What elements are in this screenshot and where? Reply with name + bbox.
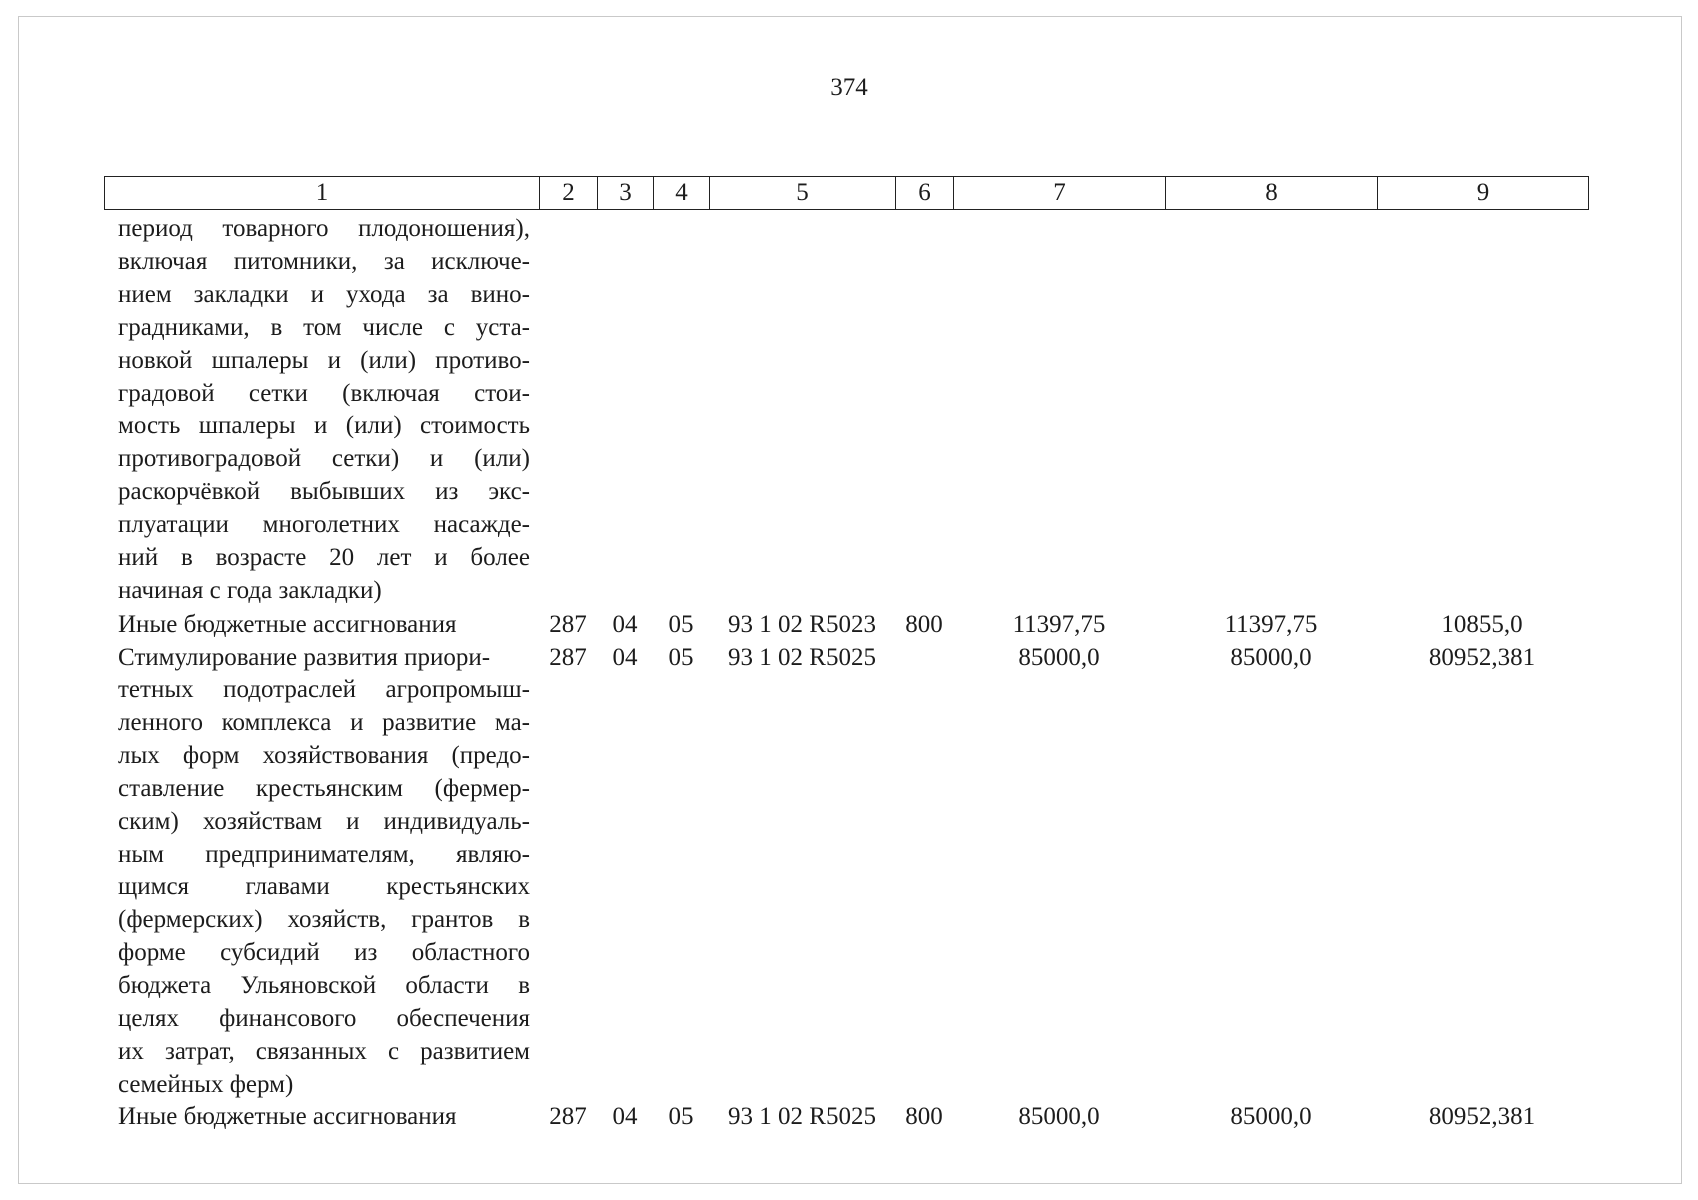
header-col-4: 4 <box>654 177 710 209</box>
description-line: период товарного плодоношения), <box>118 215 530 242</box>
description-line: плуатации многолетних насажде- <box>118 511 530 539</box>
description-line: мость шпалеры и (или) стоимость <box>118 412 530 440</box>
cell-col-2: 287 <box>549 644 587 671</box>
cell-col-8: 85000,0 <box>1230 1103 1312 1130</box>
description-line: бюджета Ульяновской области в <box>118 972 530 1000</box>
description-line: градниками, в том числе с уста- <box>118 313 530 341</box>
row-label: Стимулирование развития приори- <box>118 644 491 671</box>
description-line: градовой сетки (включая стои- <box>118 379 530 407</box>
cell-col-4: 05 <box>668 611 694 638</box>
cell-col-7: 85000,0 <box>1018 644 1100 671</box>
cell-col-3: 04 <box>612 611 638 638</box>
description-block-1 <box>118 213 530 608</box>
description-line: форме субсидий из областного <box>118 939 530 967</box>
cell-col-2: 287 <box>549 611 587 638</box>
description-line: ным предпринимателям, являю- <box>118 840 530 868</box>
row-label: Иные бюджетные ассигнования <box>118 611 457 638</box>
header-col-2: 2 <box>540 177 598 209</box>
description-line: ний в возрасте 20 лет и более <box>118 544 530 572</box>
header-col-9: 9 <box>1476 179 1490 206</box>
cell-col-5: 93 1 02 R5023 <box>728 611 876 638</box>
header-col-6: 6 <box>896 177 954 209</box>
row-label: Иные бюджетные ассигнования <box>118 1103 457 1130</box>
cell-col-4: 05 <box>668 1103 694 1130</box>
description-line: раскорчёвкой выбывших из экс- <box>118 478 530 506</box>
description-line: их затрат, связанных с развитием <box>118 1037 530 1065</box>
cell-col-9: 80952,381 <box>1428 644 1536 671</box>
table-row <box>104 608 1591 641</box>
header-col-7: 7 <box>954 177 1166 209</box>
description-line: целях финансового обеспечения <box>118 1005 530 1033</box>
table-row <box>104 1100 1591 1133</box>
page-number: 374 <box>830 74 868 101</box>
description-line: ставление крестьянским (фермер- <box>118 774 530 802</box>
cell-col-3: 04 <box>612 1103 638 1130</box>
description-line: семейных ферм) <box>118 1070 294 1098</box>
cell-col-6: 800 <box>905 1103 943 1130</box>
cell-col-6: 800 <box>905 611 943 638</box>
header-col-1: 1 <box>105 177 540 209</box>
description-line: противоградовой сетки) и (или) <box>118 445 530 473</box>
description-line: включая питомники, за исключе- <box>118 247 530 275</box>
header-col-5: 5 <box>710 177 896 209</box>
description-line: начиная с года закладки) <box>118 576 382 604</box>
description-line: лых форм хозяйствования (предо- <box>118 741 530 769</box>
header-col-3: 3 <box>598 177 654 209</box>
cell-col-8: 11397,75 <box>1224 611 1318 638</box>
description-block-2 <box>118 674 530 1102</box>
cell-col-9: 10855,0 <box>1441 611 1523 638</box>
cell-col-2: 287 <box>549 1103 587 1130</box>
description-line: новкой шпалеры и (или) противо- <box>118 346 530 374</box>
table-header <box>104 176 1589 210</box>
table-row <box>104 641 1591 674</box>
cell-col-4: 05 <box>668 644 694 671</box>
cell-col-8: 85000,0 <box>1230 644 1312 671</box>
description-line: щимся главами крестьянских <box>118 873 530 901</box>
description-line: нием закладки и ухода за вино- <box>118 280 530 308</box>
cell-col-5: 93 1 02 R5025 <box>728 1103 876 1130</box>
cell-col-7: 11397,75 <box>1012 611 1106 638</box>
cell-col-7: 85000,0 <box>1018 1103 1100 1130</box>
cell-col-9: 80952,381 <box>1428 1103 1536 1130</box>
cell-col-3: 04 <box>612 644 638 671</box>
header-col-8: 8 <box>1166 177 1378 209</box>
description-line: тетных подотраслей агропромыш- <box>118 676 530 703</box>
description-line: ским) хозяйствам и индивидуаль- <box>118 807 530 835</box>
description-line: ленного комплекса и развитие ма- <box>118 708 530 736</box>
description-line: (фермерских) хозяйств, грантов в <box>118 906 530 934</box>
cell-col-5: 93 1 02 R5025 <box>728 644 876 671</box>
